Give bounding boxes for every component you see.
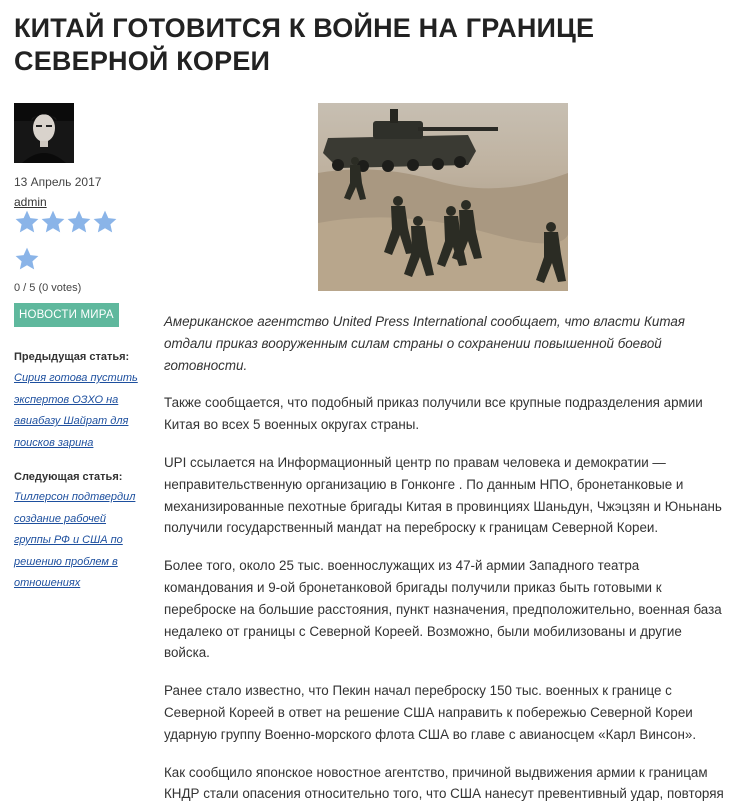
prev-article-line: поисков зарина [14,436,94,449]
next-article-link[interactable] [14,487,139,595]
lead-paragraph: Американское агентство United Press International сообщает, что власти Китая отдали приказ вооруженным силам страны о сохранении повышенной боевой готовности. [164,314,685,373]
star-icon[interactable] [66,209,92,235]
prev-article-line: авиабазу Шайрат для [14,415,129,427]
star-icon[interactable] [14,209,40,235]
prev-article-line: экспертов ОЗХО на [14,393,119,406]
star-icon[interactable] [92,209,118,235]
publish-date: 13 Апрель 2017 [14,175,102,189]
body-paragraph: Как сообщило японское новостное агентство, причиной выдвижения армии к границам КНДР стали опасения относительно того, что США нанесут превентивный удар, повторяя [164,764,724,802]
prev-article-line: Сирия готова пустить [14,372,138,384]
body-paragraph: Более того, около 25 тыс. военнослужащих из 47-й армии Западного театра командования и 9-ой бронетанковой бригады получили приказ быть готовыми к переброске на большие расстояния, пункт назначения, предположительно, военная база недалеко от границы с Северной Кореей. Возможно, были мобилизованы и другие войска. [164,558,722,661]
body-paragraph: Ранее стало известно, что Пекин начал переброску 150 тыс. военных к границе с Северной Кореей в ответ на решение США направить к побережью Северной Кореи ударную группу Военно-морского флота США во главе с авианосцем «Карл Винсон». [164,683,697,742]
author-avatar-wrap [14,103,139,163]
next-article-label: Следующая статья: [14,471,123,483]
article-title: КИТАЙ ГОТОВИТСЯ К ВОЙНЕ НА ГРАНИЦЕ СЕВЕРНОЙ КОРЕИ [14,13,595,76]
author-link[interactable]: admin [14,195,47,209]
rating-text: 0 / 5 (0 votes) [14,282,82,294]
category-button[interactable]: НОВОСТИ МИРА [14,303,119,327]
prev-article-label: Предыдущая статья: [14,351,130,363]
next-article-line: создание рабочей [14,512,107,525]
next-article-line: отношениях [14,577,81,589]
body-paragraph: UPI ссылается на Информационный центр по правам человека и демократии — неправительственную организацию в Гонконге . По данным НПО, бронетанковые и механизированные пехотные бригады Китая в провинциях Шаньдун, Чжэцзян и Юньнань получили государственный мандат на переброску к границам Северной Кореи. [164,454,722,536]
author-avatar[interactable] [14,103,74,163]
star-icon[interactable] [40,209,66,235]
article-body [164,311,730,805]
prev-article-link[interactable] [14,368,139,454]
rating-stars[interactable] [14,209,134,277]
body-paragraph: Также сообщается, что подобный приказ получили все крупные подразделения армии Китая во всех 5 военных округах страны. [164,395,703,433]
star-icon[interactable] [14,246,40,272]
article-photo [318,103,568,291]
next-article-line: группы РФ и США по [14,534,123,546]
next-article-line: решению проблем в [14,555,118,568]
next-article-line: Тиллерсон подтвердил [14,491,136,503]
